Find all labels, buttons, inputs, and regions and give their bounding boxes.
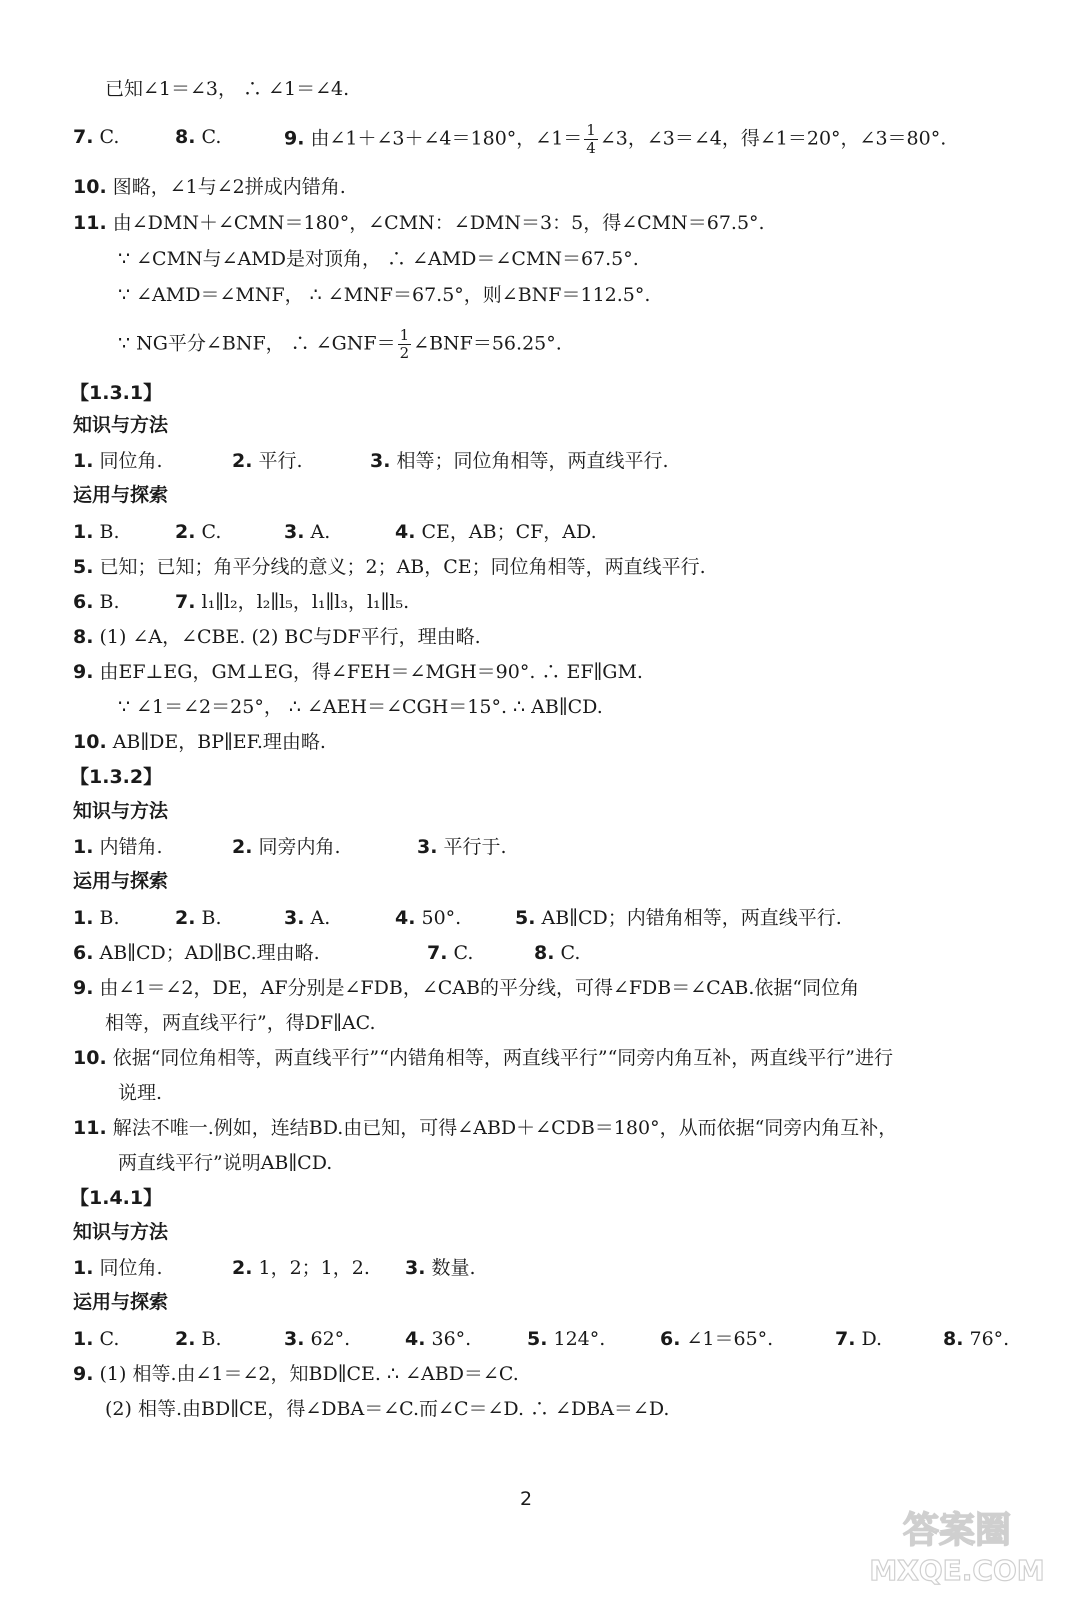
answer-text: B.: [195, 907, 222, 929]
answer-item: [427, 938, 473, 968]
section-heading: [70, 378, 162, 408]
answer-text: 同位角.: [93, 1257, 163, 1279]
answer-text: AB∥CD；内错角相等，两直线平行.: [535, 907, 842, 929]
question-number: 3.: [417, 836, 438, 858]
answer-item: [73, 517, 120, 547]
answer-item: [527, 1324, 605, 1354]
answer-item: [73, 657, 643, 687]
question-number: 7.: [835, 1328, 856, 1350]
question-number: 8.: [175, 126, 196, 148]
answer-text: 相等，两直线平行”，得DF∥AC.: [105, 1012, 376, 1034]
question-number: 7.: [73, 126, 94, 148]
answer-text: 解法不唯一.例如，连结BD.由已知，可得∠ABD＋∠CDB＝180°，从而依据“同旁内角互补，: [106, 1117, 898, 1139]
answer-item: [73, 1359, 519, 1389]
question-number: 2.: [232, 450, 253, 472]
question-number: 4.: [395, 521, 416, 543]
heading-text: 运用与探索: [73, 870, 169, 892]
answer-text: 数量.: [425, 1257, 476, 1279]
heading-text: 【1.4.1】: [70, 1187, 163, 1209]
question-number: 8.: [73, 626, 94, 648]
answer-item: [405, 1324, 471, 1354]
answer-text: CE，AB；CF，AD.: [415, 521, 597, 543]
answer-text: C.: [447, 942, 474, 964]
answer-text: 由∠DMN＋∠CMN＝180°，∠CMN：∠DMN＝3：5，得∠CMN＝67.5°.: [106, 212, 765, 234]
question-number: 3.: [284, 1328, 305, 1350]
answer-item: [175, 1324, 222, 1354]
answer-item: [118, 1148, 332, 1178]
answer-item: [118, 1078, 162, 1108]
answer-text: 内错角.: [93, 836, 163, 858]
section-heading: [73, 410, 168, 440]
answer-text: 两直线平行”说明AB∥CD.: [118, 1152, 333, 1174]
section-heading: [70, 1183, 162, 1213]
section-heading: [73, 1287, 168, 1317]
question-number: 1.: [73, 450, 94, 472]
answer-text: (1) 相等.由∠1＝∠2，知BD∥CE. ∴ ∠ABD＝∠C.: [93, 1363, 519, 1385]
answer-item: [118, 327, 562, 362]
answer-item: [175, 517, 221, 547]
answer-item: [73, 1113, 897, 1143]
answer-item: [660, 1324, 773, 1354]
answer-item: [73, 587, 120, 617]
section-heading: [73, 796, 168, 826]
question-number: 2.: [175, 1328, 196, 1350]
answer-text: 50°.: [415, 907, 462, 929]
answer-item: [105, 1008, 376, 1038]
answer-item: [835, 1324, 882, 1354]
answer-item: [417, 832, 507, 862]
answer-text: 说理.: [118, 1082, 163, 1104]
question-number: 1.: [73, 1328, 94, 1350]
question-number: 9.: [73, 977, 94, 999]
answer-text: B.: [195, 1328, 222, 1350]
question-number: 1.: [73, 836, 94, 858]
answer-text: C.: [93, 1328, 120, 1350]
fraction-numerator: 1: [399, 326, 410, 344]
answer-item: [73, 552, 706, 582]
fraction: [398, 327, 412, 362]
answer-text: B.: [93, 591, 120, 613]
question-number: 3.: [370, 450, 391, 472]
answer-text: (2) 相等.由BD∥CE，得∠DBA＝∠C.而∠C＝∠D. ∴ ∠DBA＝∠D.: [105, 1398, 670, 1420]
answer-item: [232, 446, 303, 476]
answer-item: [73, 973, 859, 1003]
question-number: 10.: [73, 1047, 107, 1069]
answer-text: A.: [304, 521, 331, 543]
answer-text: 同位角.: [93, 450, 163, 472]
question-number: 3.: [284, 907, 305, 929]
answer-text: 相等；同位角相等，两直线平行.: [390, 450, 669, 472]
question-number: 6.: [73, 942, 94, 964]
answer-item: [405, 1253, 476, 1283]
answer-text: AB∥CD；AD∥BC.理由略.: [93, 942, 320, 964]
question-number: 7.: [175, 591, 196, 613]
answer-item: [175, 122, 221, 152]
question-number: 3.: [405, 1257, 426, 1279]
answer-item: [73, 208, 765, 238]
answer-text: 1，2；1，2.: [252, 1257, 370, 1279]
fraction: [584, 122, 598, 157]
question-number: 2.: [175, 907, 196, 929]
answer-item: [105, 1394, 669, 1424]
question-number: 6.: [660, 1328, 681, 1350]
answer-text: 同旁内角.: [252, 836, 341, 858]
fraction-denominator: 4: [586, 139, 596, 157]
fraction-denominator: 2: [399, 344, 410, 362]
answer-item: [73, 1324, 119, 1354]
answer-text: 平行于.: [437, 836, 507, 858]
question-number: 4.: [395, 907, 416, 929]
section-heading: [73, 1217, 168, 1247]
answer-text: 124°.: [547, 1328, 606, 1350]
answer-text: C.: [554, 942, 581, 964]
answer-item: [232, 832, 341, 862]
answer-text: A.: [304, 907, 331, 929]
question-number: 8.: [534, 942, 555, 964]
answer-text: AB∥DE，BP∥EF.理由略.: [106, 731, 326, 753]
answer-text: C.: [195, 126, 222, 148]
answer-text: 已知∠1＝∠3， ∴ ∠1＝∠4.: [105, 78, 350, 100]
question-number: 10.: [73, 731, 107, 753]
answer-text: ∠1＝65°.: [680, 1328, 774, 1350]
answer-text: 76°.: [963, 1328, 1010, 1350]
answer-text: 平行.: [252, 450, 303, 472]
answer-text: C.: [93, 126, 120, 148]
answer-item: [284, 903, 330, 933]
section-heading: [73, 866, 168, 896]
heading-text: 知识与方法: [73, 800, 169, 822]
answer-item: [73, 622, 481, 652]
heading-text: 知识与方法: [73, 414, 169, 436]
answer-text: 由∠1＋∠3＋∠4＝180°，∠1＝: [304, 127, 583, 150]
answer-item: [232, 1253, 370, 1283]
question-number: 11.: [73, 1117, 107, 1139]
question-number: 1.: [73, 521, 94, 543]
answer-item: [370, 446, 669, 476]
question-number: 5.: [73, 556, 94, 578]
question-number: 5.: [527, 1328, 548, 1350]
section-heading: [70, 762, 162, 792]
question-number: 9.: [284, 127, 305, 150]
question-number: 3.: [284, 521, 305, 543]
answer-item: [175, 903, 222, 933]
answer-text: C.: [195, 521, 222, 543]
answer-text: ∵ NG平分∠BNF， ∴ ∠GNF＝: [118, 332, 396, 355]
answer-text: 62°.: [304, 1328, 351, 1350]
answer-text: 已知；已知；角平分线的意义；2；AB，CE；同位角相等，两直线平行.: [93, 556, 706, 578]
svg-text:答案圈: 答案圈: [902, 1510, 1012, 1551]
answer-text: ∵ ∠CMN与∠AMD是对顶角， ∴ ∠AMD＝∠CMN＝67.5°.: [118, 248, 639, 270]
answer-text: 由EF⊥EG，GM⊥EG，得∠FEH＝∠MGH＝90°. ∴ EF∥GM.: [93, 661, 643, 683]
answer-text: B.: [93, 907, 120, 929]
question-number: 8.: [943, 1328, 964, 1350]
section-heading: [73, 480, 168, 510]
answer-item: [515, 903, 842, 933]
answer-item: [943, 1324, 1009, 1354]
answer-item: [73, 832, 163, 862]
answer-text: 36°.: [425, 1328, 472, 1350]
heading-text: 运用与探索: [73, 484, 169, 506]
answer-text: 图略，∠1与∠2拼成内错角.: [106, 176, 346, 198]
answer-item: [534, 938, 580, 968]
question-number: 4.: [405, 1328, 426, 1350]
answer-item: [118, 244, 639, 274]
answer-item: [284, 122, 946, 157]
question-number: 2.: [232, 1257, 253, 1279]
answer-item: [73, 122, 119, 152]
answer-text: ∠BNF＝56.25°.: [413, 332, 562, 355]
question-number: 7.: [427, 942, 448, 964]
answer-text: 由∠1＝∠2，DE，AF分别是∠FDB，∠CAB的平分线，可得∠FDB＝∠CAB.依据“同位角: [93, 977, 860, 999]
answer-item: [395, 903, 461, 933]
answer-item: [118, 692, 603, 722]
answer-text: D.: [855, 1328, 883, 1350]
question-number: 1.: [73, 1257, 94, 1279]
answer-text: ∠3，∠3＝∠4，得∠1＝20°，∠3＝80°.: [599, 127, 947, 150]
answer-item: [118, 280, 650, 310]
question-number: 9.: [73, 1363, 94, 1385]
answer-text: ∵ ∠1＝∠2＝25°， ∴ ∠AEH＝∠CGH＝15°. ∴ AB∥CD.: [118, 696, 603, 718]
answer-item: [284, 1324, 350, 1354]
answer-item: [395, 517, 597, 547]
page-number: 2: [520, 1488, 533, 1510]
answer-item: [284, 517, 330, 547]
question-number: 2.: [232, 836, 253, 858]
heading-text: 【1.3.1】: [70, 382, 163, 404]
answer-item: [73, 903, 120, 933]
answer-text: (1) ∠A，∠CBE. (2) BC与DF平行，理由略.: [93, 626, 481, 648]
heading-text: 知识与方法: [73, 1221, 169, 1243]
answer-item: [105, 74, 349, 104]
answer-text: l₁∥l₂，l₂∥l₅，l₁∥l₃，l₁∥l₅.: [195, 591, 410, 613]
question-number: 10.: [73, 176, 107, 198]
answer-item: [73, 727, 326, 757]
answer-item: [73, 1043, 893, 1073]
question-number: 2.: [175, 521, 196, 543]
fraction-numerator: 1: [586, 121, 596, 139]
svg-text:MXQE.COM: MXQE.COM: [869, 1554, 1045, 1587]
question-number: 11.: [73, 212, 107, 234]
answer-text: B.: [93, 521, 120, 543]
answer-item: [73, 446, 163, 476]
answer-item: [175, 587, 409, 617]
answer-item: [73, 172, 346, 202]
question-number: 5.: [515, 907, 536, 929]
answer-text: ∵ ∠AMD＝∠MNF， ∴ ∠MNF＝67.5°，则∠BNF＝112.5°.: [118, 284, 651, 306]
answer-item: [73, 1253, 163, 1283]
answer-text: 依据“同位角相等，两直线平行”“内错角相等，两直线平行”“同旁内角互补，两直线平行”进行: [106, 1047, 893, 1069]
question-number: 1.: [73, 907, 94, 929]
heading-text: 【1.3.2】: [70, 766, 163, 788]
answer-item: [73, 938, 320, 968]
question-number: 9.: [73, 661, 94, 683]
question-number: 6.: [73, 591, 94, 613]
heading-text: 运用与探索: [73, 1291, 169, 1313]
watermark-logo: [857, 1500, 1057, 1590]
